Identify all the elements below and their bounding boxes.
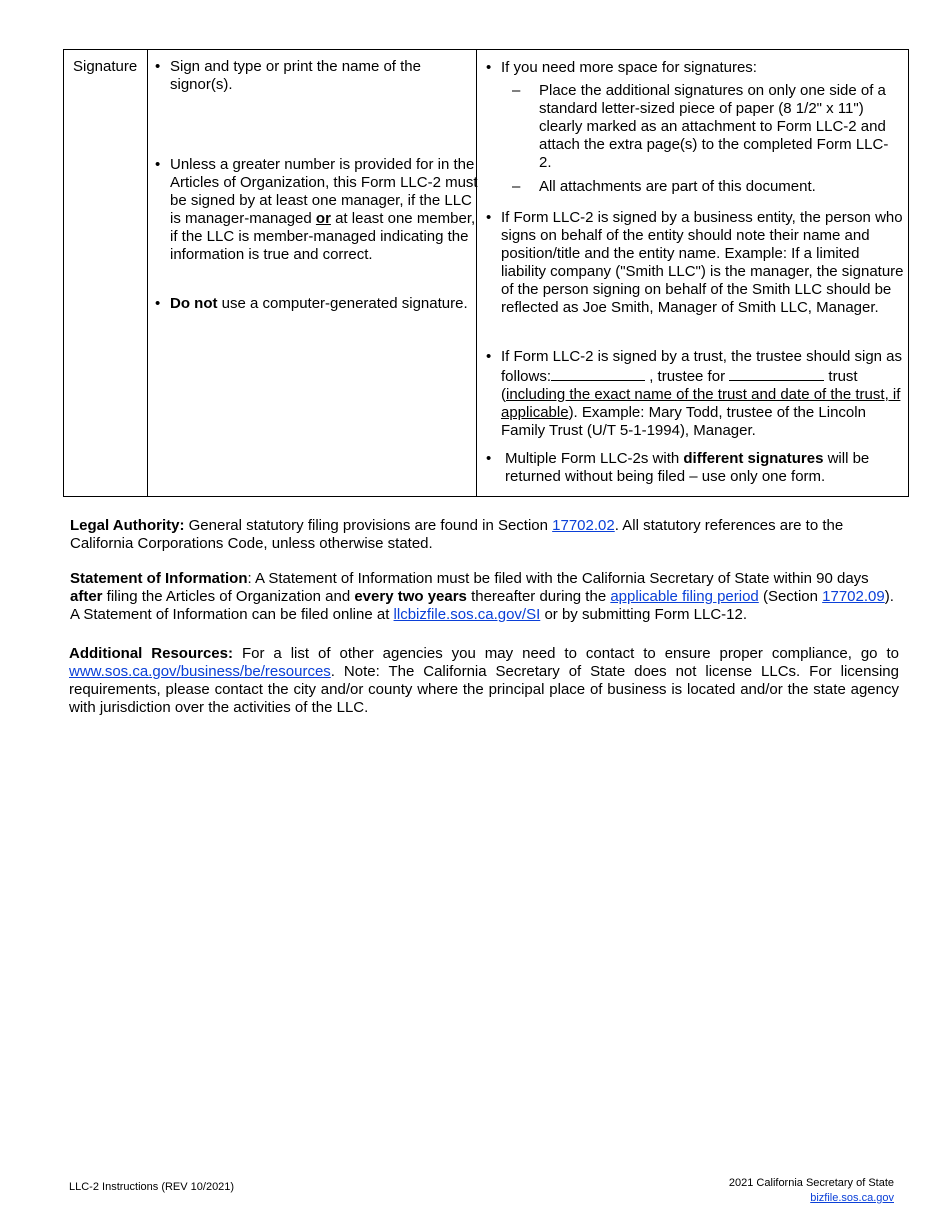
row-label-cell [64, 50, 148, 496]
or-emphasis: or [315, 210, 331, 227]
signature-blank [551, 366, 645, 381]
statement-of-information-paragraph: Statement of Information: A Statement of Information must be filed with the California Secretary of State within 90 days after filing the Articles of Organization and every two years thereafter during the applicable filing period (Section 17702.09). A Statement of Information can be filed online at llcbizfile.sos.ca.gov/SI or by submitting Form LLC-12. [70, 570, 894, 623]
bizfile-link[interactable]: bizfile.sos.ca.gov [810, 1192, 894, 1204]
footer-publisher [729, 1176, 894, 1206]
row-label: Signature [73, 58, 138, 75]
resources-link[interactable]: www.sos.ca.gov/business/be/resources [69, 663, 331, 680]
section-17702-02-link[interactable]: 17702.02 [552, 517, 615, 534]
llcbizfile-si-link[interactable]: llcbizfile.sos.ca.gov/SI [393, 606, 541, 623]
footer-form-revision: LLC-2 Instructions (REV 10/2021) [69, 1181, 235, 1193]
footer-copyright: 2021 California Secretary of State [728, 1177, 894, 1189]
requirements-cell [148, 50, 477, 496]
note-bullet-2: • If Form LLC-2 is signed by a business entity, the person who signs on behalf of the entity should note their name and position/title and the entity name. Example: If a limited liability company ("Smith LLC") is the manager, the signature of the person signing on behalf of the Smith LLC should be reflected as Joe Smith, Manager of Smith LLC, Manager. [481, 209, 906, 317]
requirement-bullet-1: • Sign and type or print the name of the signor(s). [150, 58, 480, 94]
additional-resources-paragraph: Additional Resources: For a list of other agencies you may need to contact to ensure proper compliance, go to www.sos.ca.gov/business/be/resources. Note: The California Secretary of State does not license LLCs. For licensing requirements, please contact the city and/or county where the principal place of business is located and/or the state agency with jurisdiction over the activities of the LLC. [69, 645, 899, 716]
note-dash-1: – Place the additional signatures on only one side of a standard letter-sized piece of paper (8 1/2" x 11") clearly marked as an attachment to Form LLC-2 and attach the extra page(s) to the completed Form LLC-2. [512, 82, 899, 172]
filing-period-link[interactable]: applicable filing period [610, 588, 759, 605]
signature-table [63, 49, 909, 497]
section-17702-09-link[interactable]: 17702.09 [822, 588, 885, 605]
requirement-bullet-3: • Do not use a computer-generated signature. [150, 295, 480, 313]
note-dash-2: – All attachments are part of this document. [512, 178, 899, 196]
trust-blank [729, 366, 824, 381]
note-bullet-3: • If Form LLC-2 is signed by a trust, the trustee should sign as follows: , trustee for trust (including the exact name of the trust and date of the trust, if applicable). Example: Mary Todd, trustee of the Lincoln Family Trust (U/T 5-1-1994), Manager. [481, 348, 906, 440]
requirement-bullet-2: • Unless a greater number is provided for in the Articles of Organization, this Form LLC-2 must be signed by at least one manager, if the LLC is manager-managed or at least one member, if the LLC is member-managed indicating the information is true and correct. [150, 156, 480, 264]
notes-cell [477, 50, 908, 496]
note-bullet-1: • If you need more space for signatures: [481, 59, 921, 77]
legal-authority-paragraph: Legal Authority: General statutory filing provisions are found in Section 17702.02. All statutory references are to the California Corporations Code, unless otherwise stated. [70, 517, 844, 552]
note-bullet-4: • Multiple Form LLC-2s with different signatures will be returned without being filed – use only one form. [481, 450, 915, 486]
